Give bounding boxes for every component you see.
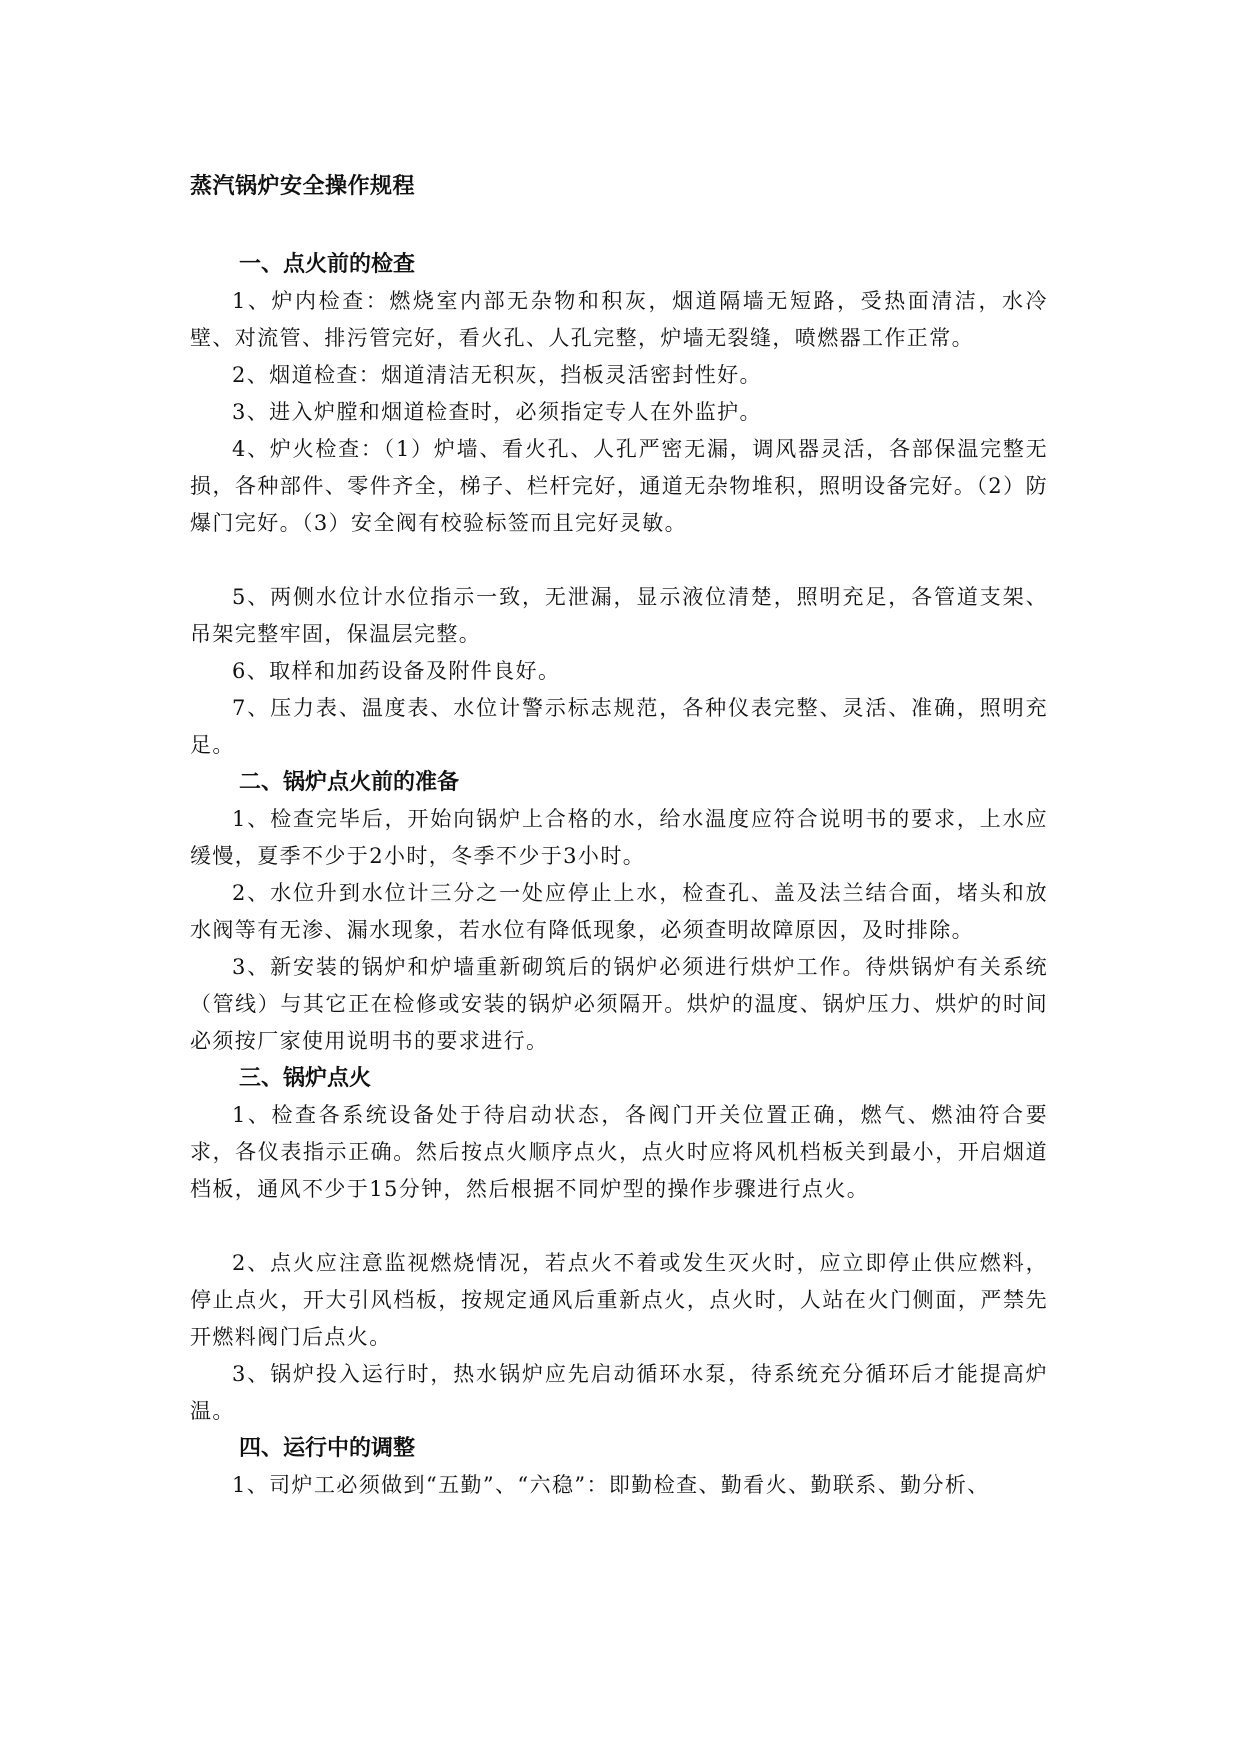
- section-pre-ignition-inspection: [190, 246, 1048, 764]
- section-operation-adjustment: [190, 1430, 1048, 1504]
- paragraph: 2、水位升到水位计三分之一处应停止上水，检查孔、盖及法兰结合面，堵头和放水阀等有无渗、漏水现象，若水位有降低现象，必须查明故障原因，及时排除。: [190, 881, 1048, 942]
- paragraph: 3、锅炉投入运行时，热水锅炉应先启动循环水泵，待系统充分循环后才能提高炉温。: [190, 1362, 1048, 1423]
- document-title: 蒸汽锅炉安全操作规程: [190, 173, 416, 199]
- document-body: [190, 168, 1048, 1504]
- paragraph: 1、检查完毕后，开始向锅炉上合格的水，给水温度应符合说明书的要求，上水应缓慢，夏季不少于2小时，冬季不少于3小时。: [190, 807, 1048, 868]
- paragraph: 6、取样和加药设备及附件良好。: [232, 659, 561, 683]
- paragraph: 3、新安装的锅炉和炉墙重新砌筑后的锅炉必须进行烘炉工作。待烘锅炉有关系统（管线）与其它正在检修或安装的锅炉必须隔开。烘炉的温度、锅炉压力、烘炉的时间必须按厂家使用说明书的要求进行。: [190, 955, 1048, 1053]
- section-heading: 三、锅炉点火: [239, 1065, 372, 1091]
- section-heading: 一、点火前的检查: [239, 251, 416, 277]
- paragraph: 3、进入炉膛和烟道检查时，必须指定专人在外监护。: [232, 400, 762, 424]
- section-boiler-ignition-preparation: [190, 764, 1048, 1060]
- paragraph: 1、炉内检查：燃烧室内部无杂物和积灰，烟道隔墙无短路，受热面清洁，水冷壁、对流管、排污管完好，看火孔、人孔完整，炉墙无裂缝，喷燃器工作正常。: [190, 289, 1048, 350]
- paragraph: 2、点火应注意监视燃烧情况，若点火不着或发生灭火时，应立即停止供应燃料，停止点火，开大引风档板，按规定通风后重新点火，点火时，人站在火门侧面，严禁先开燃料阀门后点火。: [190, 1251, 1048, 1349]
- section-heading: 二、锅炉点火前的准备: [239, 769, 460, 795]
- section-boiler-ignition: [190, 1060, 1048, 1430]
- paragraph: 1、检查各系统设备处于待启动状态，各阀门开关位置正确，燃气、燃油符合要求，各仪表指示正确。然后按点火顺序点火，点火时应将风机档板关到最小，开启烟道档板，通风不少于15分钟，然后根据不同炉型的操作步骤进行点火。: [190, 1103, 1048, 1201]
- section-heading: 四、运行中的调整: [239, 1435, 416, 1461]
- paragraph: 7、压力表、温度表、水位计警示标志规范，各种仪表完整、灵活、准确，照明充足。: [190, 696, 1048, 757]
- paragraph: 2、烟道检查：烟道清洁无积灰，挡板灵活密封性好。: [232, 363, 762, 387]
- paragraph: 1、司炉工必须做到“五勤”、“六稳”：即勤检查、勤看火、勤联系、勤分析、: [232, 1473, 990, 1497]
- paragraph: 4、炉火检查：（1）炉墙、看火孔、人孔严密无漏，调风器灵活，各部保温完整无损，各种部件、零件齐全，梯子、栏杆完好，通道无杂物堆积，照明设备完好。（2）防爆门完好。（3）安全阀有校验标签而且完好灵敏。: [190, 437, 1048, 535]
- paragraph: 5、两侧水位计水位指示一致，无泄漏，显示液位清楚，照明充足，各管道支架、吊架完整牢固，保温层完整。: [190, 585, 1048, 646]
